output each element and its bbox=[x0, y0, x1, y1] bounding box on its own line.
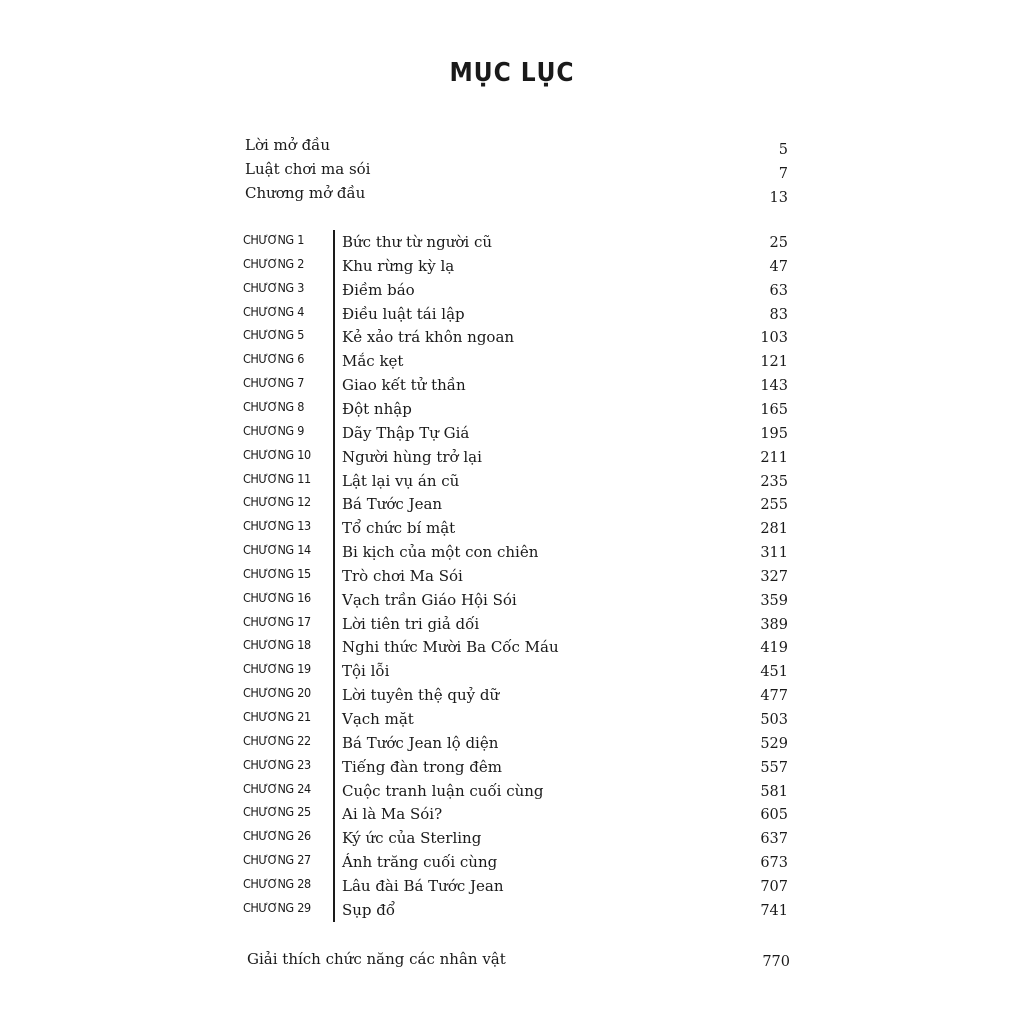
entry-page: 235 bbox=[760, 474, 788, 490]
page-title: MỤC LỤC bbox=[449, 58, 575, 88]
chapter-word: CHƯƠNG bbox=[243, 637, 294, 652]
toc-entry-chapter bbox=[0, 280, 788, 304]
chapter-tag bbox=[243, 637, 311, 652]
chapter-title: Dãy Thập Tự Giá bbox=[342, 424, 470, 442]
chapter-title: Bá Tước Jean lộ diện bbox=[342, 734, 499, 752]
chapter-number: 29 bbox=[297, 900, 311, 915]
chapter-number: 19 bbox=[297, 661, 311, 676]
chapter-word: CHƯƠNG bbox=[243, 471, 294, 486]
entry-page: 7 bbox=[778, 166, 788, 182]
chapter-tag bbox=[243, 661, 311, 676]
toc-entry-chapter bbox=[0, 327, 788, 351]
entry-title: Giải thích chức năng các nhân vật bbox=[247, 950, 506, 968]
entry-page: 529 bbox=[760, 736, 788, 752]
toc-entry-chapter bbox=[0, 494, 788, 518]
toc-entry-chapter bbox=[0, 614, 788, 638]
chapter-word: CHƯƠNG bbox=[243, 232, 294, 247]
chapter-number: 6 bbox=[297, 351, 304, 366]
chapter-title: Trò chơi Ma Sói bbox=[342, 567, 463, 585]
chapter-number: 4 bbox=[297, 304, 304, 319]
chapter-word: CHƯƠNG bbox=[243, 781, 294, 796]
chapter-number: 7 bbox=[297, 375, 304, 390]
chapter-title: Lâu đài Bá Tước Jean bbox=[342, 877, 504, 895]
chapter-tag bbox=[243, 304, 304, 319]
toc-entry-chapter bbox=[0, 256, 788, 280]
chapter-word: CHƯƠNG bbox=[243, 590, 294, 605]
toc-entry-chapter bbox=[0, 232, 788, 256]
entry-page: 707 bbox=[760, 879, 788, 895]
toc-entry-chapter bbox=[0, 590, 788, 614]
chapter-word: CHƯƠNG bbox=[243, 447, 294, 462]
chapter-title: Ký ức của Sterling bbox=[342, 829, 482, 847]
entry-page: 451 bbox=[760, 664, 788, 680]
chapter-title: Điềm báo bbox=[342, 281, 415, 299]
chapter-tag bbox=[243, 423, 304, 438]
entry-page: 13 bbox=[769, 190, 788, 206]
chapter-tag bbox=[243, 709, 311, 724]
chapter-title: Vạch trần Giáo Hội Sói bbox=[342, 591, 517, 609]
chapter-word: CHƯƠNG bbox=[243, 304, 294, 319]
chapter-word: CHƯƠNG bbox=[243, 566, 294, 581]
entry-page: 741 bbox=[760, 903, 788, 919]
chapter-title: Lật lại vụ án cũ bbox=[342, 472, 460, 490]
toc-entry-chapter bbox=[0, 304, 788, 328]
chapter-number: 13 bbox=[297, 518, 311, 533]
entry-page: 311 bbox=[760, 545, 788, 561]
entry-page: 327 bbox=[760, 569, 788, 585]
entry-page: 477 bbox=[760, 688, 788, 704]
chapter-number: 23 bbox=[297, 757, 311, 772]
entry-page: 503 bbox=[760, 712, 788, 728]
toc-entry-chapter bbox=[0, 852, 788, 876]
chapter-title: Vạch mặt bbox=[342, 710, 414, 728]
chapter-tag bbox=[243, 494, 311, 509]
chapter-title: Ai là Ma Sói? bbox=[342, 805, 443, 823]
chapter-title: Khu rừng kỳ lạ bbox=[342, 257, 455, 275]
chapter-title: Mắc kẹt bbox=[342, 352, 404, 370]
chapter-number: 26 bbox=[297, 828, 311, 843]
entry-page: 605 bbox=[760, 807, 788, 823]
entry-page: 63 bbox=[769, 283, 788, 299]
toc-entry-chapter bbox=[0, 399, 788, 423]
chapter-tag bbox=[243, 256, 304, 271]
entry-page: 47 bbox=[769, 259, 788, 275]
chapter-title: Ánh trăng cuối cùng bbox=[342, 853, 498, 871]
toc-entry-chapter bbox=[0, 423, 788, 447]
chapter-number: 17 bbox=[297, 614, 311, 629]
chapter-number: 14 bbox=[297, 542, 311, 557]
entry-page: 673 bbox=[760, 855, 788, 871]
chapter-number: 16 bbox=[297, 590, 311, 605]
chapter-title: Cuộc tranh luận cuối cùng bbox=[342, 782, 544, 800]
chapter-tag bbox=[243, 566, 311, 581]
chapter-title: Nghi thức Mười Ba Cốc Máu bbox=[342, 638, 559, 656]
toc-entry-chapter bbox=[0, 757, 788, 781]
chapter-title: Lời tuyên thệ quỷ dữ bbox=[342, 686, 500, 704]
chapter-word: CHƯƠNG bbox=[243, 494, 294, 509]
toc-entry-chapter bbox=[0, 447, 788, 471]
entry-page: 195 bbox=[760, 426, 788, 442]
chapter-word: CHƯƠNG bbox=[243, 733, 294, 748]
entry-title: Lời mở đầu bbox=[245, 136, 331, 154]
chapter-title: Đột nhập bbox=[342, 400, 412, 418]
toc-entry-chapter bbox=[0, 542, 788, 566]
chapter-word: CHƯƠNG bbox=[243, 852, 294, 867]
chapter-title: Tội lỗi bbox=[342, 662, 390, 680]
chapter-number: 1 bbox=[297, 232, 304, 247]
toc-entry-chapter bbox=[0, 661, 788, 685]
chapter-number: 28 bbox=[297, 876, 311, 891]
chapter-word: CHƯƠNG bbox=[243, 256, 294, 271]
toc-entry-chapter bbox=[0, 876, 788, 900]
chapter-tag bbox=[243, 327, 304, 342]
toc-entry-chapter bbox=[0, 900, 788, 924]
toc-entry-chapter bbox=[0, 637, 788, 661]
chapter-word: CHƯƠNG bbox=[243, 280, 294, 295]
entry-page: 25 bbox=[769, 235, 788, 251]
toc-entry-chapter bbox=[0, 351, 788, 375]
chapter-title: Lời tiên tri giả dối bbox=[342, 615, 480, 633]
chapter-word: CHƯƠNG bbox=[243, 399, 294, 414]
toc-entry-chapter bbox=[0, 518, 788, 542]
chapter-tag bbox=[243, 804, 311, 819]
toc-entry-chapter bbox=[0, 375, 788, 399]
toc-entry-chapter bbox=[0, 685, 788, 709]
chapter-tag bbox=[243, 828, 311, 843]
chapter-tag bbox=[243, 757, 311, 772]
chapter-number: 22 bbox=[297, 733, 311, 748]
chapter-tag bbox=[243, 590, 311, 605]
chapter-tag bbox=[243, 542, 311, 557]
toc-entry-chapter bbox=[0, 733, 788, 757]
toc-entry-character-guide bbox=[0, 950, 790, 974]
chapter-word: CHƯƠNG bbox=[243, 351, 294, 366]
chapter-number: 20 bbox=[297, 685, 311, 700]
entry-page: 255 bbox=[760, 497, 788, 513]
entry-page: 359 bbox=[760, 593, 788, 609]
chapter-number: 21 bbox=[297, 709, 311, 724]
chapter-title: Kẻ xảo trá khôn ngoan bbox=[342, 328, 515, 346]
chapter-word: CHƯƠNG bbox=[243, 375, 294, 390]
chapter-title: Tổ chức bí mật bbox=[342, 519, 456, 537]
toc-entry-chapter bbox=[0, 781, 788, 805]
chapter-number: 9 bbox=[297, 423, 304, 438]
entry-page: 581 bbox=[760, 784, 788, 800]
chapter-tag bbox=[243, 375, 304, 390]
chapter-number: 25 bbox=[297, 804, 311, 819]
entry-page: 165 bbox=[760, 402, 788, 418]
chapter-word: CHƯƠNG bbox=[243, 685, 294, 700]
chapter-tag bbox=[243, 685, 311, 700]
entry-title: Luật chơi ma sói bbox=[245, 160, 371, 178]
chapter-number: 5 bbox=[297, 327, 304, 342]
entry-page: 637 bbox=[760, 831, 788, 847]
chapter-tag bbox=[243, 852, 311, 867]
chapter-number: 24 bbox=[297, 781, 311, 796]
chapter-word: CHƯƠNG bbox=[243, 614, 294, 629]
chapter-word: CHƯƠNG bbox=[243, 828, 294, 843]
chapter-tag bbox=[243, 518, 311, 533]
chapter-number: 3 bbox=[297, 280, 304, 295]
chapter-number: 10 bbox=[297, 447, 311, 462]
chapter-title: Bi kịch của một con chiên bbox=[342, 543, 539, 561]
toc-entry-chapter bbox=[0, 828, 788, 852]
chapter-number: 12 bbox=[297, 494, 311, 509]
chapter-number: 8 bbox=[297, 399, 304, 414]
chapter-word: CHƯƠNG bbox=[243, 900, 294, 915]
chapter-tag bbox=[243, 614, 311, 629]
chapter-word: CHƯƠNG bbox=[243, 661, 294, 676]
chapter-tag bbox=[243, 280, 304, 295]
toc-entry-chapter bbox=[0, 709, 788, 733]
chapter-title: Tiếng đàn trong đêm bbox=[342, 758, 502, 776]
toc-entry-chapter bbox=[0, 566, 788, 590]
entry-page: 143 bbox=[760, 378, 788, 394]
chapter-tag bbox=[243, 447, 311, 462]
chapter-word: CHƯƠNG bbox=[243, 757, 294, 772]
chapter-word: CHƯƠNG bbox=[243, 327, 294, 342]
chapter-title: Bá Tước Jean bbox=[342, 495, 443, 513]
entry-page: 83 bbox=[769, 307, 788, 323]
chapter-number: 2 bbox=[297, 256, 304, 271]
chapter-word: CHƯƠNG bbox=[243, 709, 294, 724]
chapter-tag bbox=[243, 351, 304, 366]
entry-page: 5 bbox=[778, 142, 788, 158]
entry-page: 121 bbox=[760, 354, 788, 370]
chapter-title: Người hùng trở lại bbox=[342, 448, 482, 466]
chapter-title: Bức thư từ người cũ bbox=[342, 233, 493, 251]
chapter-number: 15 bbox=[297, 566, 311, 581]
entry-page: 211 bbox=[760, 450, 788, 466]
entry-page: 770 bbox=[762, 954, 790, 970]
entry-title: Chương mở đầu bbox=[245, 184, 366, 202]
chapter-word: CHƯƠNG bbox=[243, 542, 294, 557]
chapter-word: CHƯƠNG bbox=[243, 423, 294, 438]
chapter-number: 27 bbox=[297, 852, 311, 867]
entry-page: 103 bbox=[760, 330, 788, 346]
entry-page: 419 bbox=[760, 640, 788, 656]
chapter-title: Điều luật tái lập bbox=[342, 305, 465, 323]
chapter-title: Sụp đổ bbox=[342, 901, 396, 919]
toc-entry-chapter bbox=[0, 471, 788, 495]
chapter-word: CHƯƠNG bbox=[243, 518, 294, 533]
chapter-word: CHƯƠNG bbox=[243, 876, 294, 891]
chapter-tag bbox=[243, 232, 304, 247]
chapter-number: 18 bbox=[297, 637, 311, 652]
chapter-number: 11 bbox=[297, 471, 311, 486]
entry-page: 281 bbox=[760, 521, 788, 537]
entry-page: 557 bbox=[760, 760, 788, 776]
chapter-tag bbox=[243, 399, 304, 414]
entry-page: 389 bbox=[760, 617, 788, 633]
chapter-word: CHƯƠNG bbox=[243, 804, 294, 819]
chapter-tag bbox=[243, 876, 311, 891]
chapter-tag bbox=[243, 900, 311, 915]
chapter-title: Giao kết tử thần bbox=[342, 376, 466, 394]
chapter-tag bbox=[243, 781, 311, 796]
chapter-tag bbox=[243, 471, 311, 486]
toc-entry-chapter bbox=[0, 804, 788, 828]
chapter-tag bbox=[243, 733, 311, 748]
